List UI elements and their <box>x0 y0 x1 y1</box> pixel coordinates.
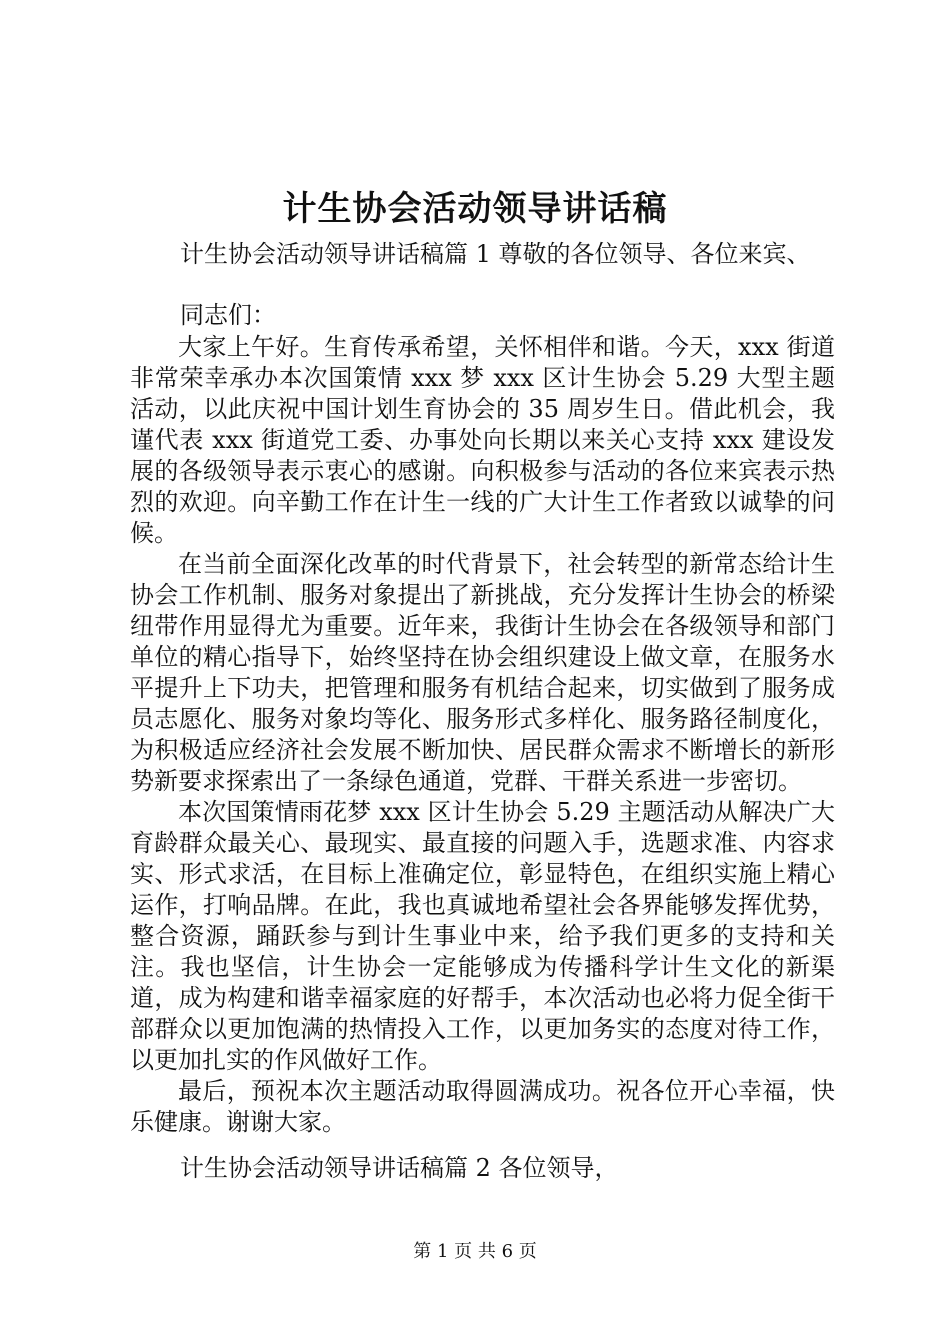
paragraph-background: 在当前全面深化改革的时代背景下，社会转型的新常态给计生协会工作机制、服务对象提出了新挑战，充分发挥计生协会的桥梁纽带作用显得尤为重要。近年来，我街计生协会在各级领导和部门单位的精心指导下，始终坚持在协会组织建设上做文章，在服务水平提升上下功夫，把管理和服务有机结合起来，切实做到了服务成员志愿化、服务对象均等化、服务形式多样化、服务路径制度化，为积极适应经济社会发展不断加快、居民群众需求不断增长的新形势新要求探索出了一条绿色通道，党群、干群关系进一步密切。 <box>130 550 835 795</box>
paragraph-activity: 本次国策情雨花梦 xxx 区计生协会 5.29 主题活动从解决广大育龄群众最关心、最现实、最直接的问题入手，选题求准、内容求实、形式求活，在目标上准确定位，彰显特色，在组织实施上精心运作，打响品牌。在此，我也真诚地希望社会各界能够发挥优势，整合资源，踊跃参与到计生事业中来，给予我们更多的支持和关注。我也坚信，计生协会一定能够成为传播科学计生文化的新渠道，成为构建和谐幸福家庭的好帮手，本次活动也必将力促全街干部群众以更加饱满的热情投入工作，以更加务实的态度对待工作，以更加扎实的作风做好工作。 <box>130 798 835 1074</box>
speech-body <box>130 332 835 1138</box>
page-footer: 第 1 页 共 6 页 <box>413 1241 537 1262</box>
paragraph-closing: 最后，预祝本次主题活动取得圆满成功。祝各位开心幸福，快乐健康。谢谢大家。 <box>130 1077 835 1136</box>
intro-line-2: 同志们： <box>180 301 276 329</box>
document-title: 计生协会活动领导讲话稿 <box>282 189 668 229</box>
section-2-heading: 计生协会活动领导讲话稿篇 2 各位领导， <box>180 1154 619 1182</box>
paragraph-greeting: 大家上午好。生育传承希望，关怀相伴和谐。今天，xxx 街道非常荣幸承办本次国策情 xxx 梦 xxx 区计生协会 5.29 大型主题活动，以此庆祝中国计划生育协会的 35 周岁生日。借此机会，我谨代表 xxx 街道党工委、办事处向长期以来关心支持 xxx 建设发展的各级领导表示衷心的感谢。向积极参与活动的各位来宾表示热烈的欢迎。向辛勤工作在计生一线的广大计生工作者致以诚挚的问候。 <box>130 333 835 547</box>
intro-line-1: 计生协会活动领导讲话稿篇 1 尊敬的各位领导、各位来宾、 <box>180 240 811 268</box>
